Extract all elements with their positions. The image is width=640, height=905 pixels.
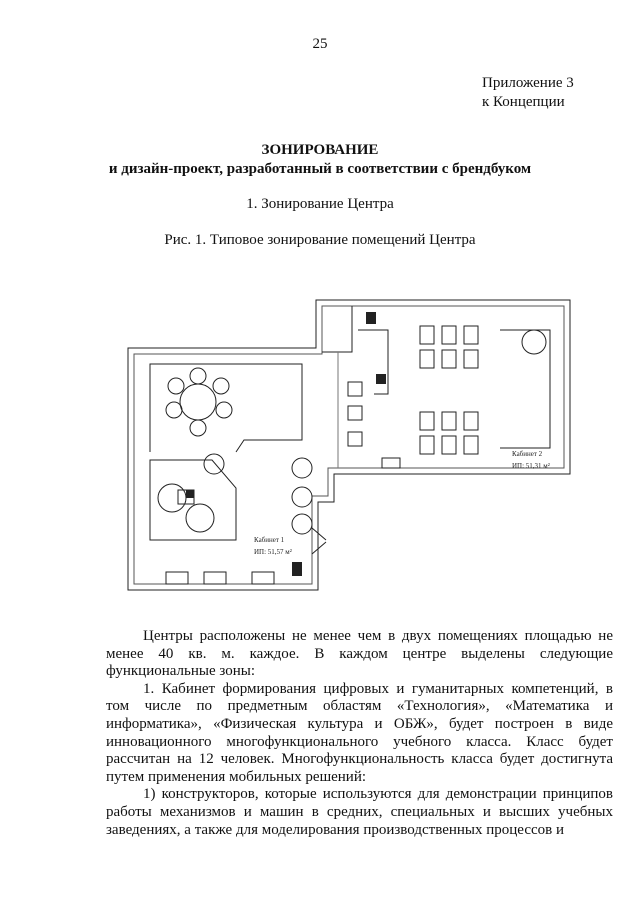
- body-text: [106, 628, 613, 839]
- room2-area: ИП: 51,31 м²: [512, 462, 550, 470]
- paragraph: Центры расположены не менее чем в двух помещениях площадью не менее 40 кв. м. каждое. В каждом центре выделены следующие функциональные зоны:: [106, 628, 613, 680]
- room2-label: Кабинет 2: [512, 450, 543, 458]
- floor-plan: [126, 292, 586, 612]
- round-table: [180, 384, 216, 420]
- paragraph: 1) конструкторов, которые используются для демонстрации принципов работы механизмов и машин в средних, специальных и высших учебных заведениях, а также для моделирования производственных процессов и: [106, 786, 613, 838]
- title-line-2: и дизайн-проект, разработанный в соответствии с брендбуком: [108, 161, 532, 177]
- outer-wall: [128, 300, 570, 590]
- appendix-line-2: к Концепции: [482, 94, 565, 110]
- section-heading: 1. Зонирование Центра: [246, 196, 394, 212]
- sofa: [150, 460, 236, 540]
- pouf: [158, 484, 186, 512]
- appendix-line-1: Приложение 3: [482, 75, 574, 91]
- document-title: [0, 141, 640, 179]
- page-number: 25: [312, 36, 328, 52]
- door: [312, 528, 326, 554]
- title-line-1: ЗОНИРОВАНИЕ: [261, 142, 379, 158]
- room1-label: Кабинет 1: [254, 536, 285, 544]
- appendix-label: [482, 74, 574, 112]
- partition: [322, 306, 352, 352]
- room1-area: ИП: 51,57 м²: [254, 548, 292, 556]
- student-desks: [420, 326, 478, 454]
- partition: [150, 364, 302, 452]
- figure-caption: Рис. 1. Типовое зонирование помещений Центра: [164, 232, 476, 248]
- paragraph: 1. Кабинет формирования цифровых и гуманитарных компетенций, в том числе по предметным областям «Технология», «Математика и информатика», «Физическая культура и ОБЖ», будет построен в виде инновационного многофункционального учебного класса. Класс будет рассчитан на 12 человек. Многофункциональность класса будет достигнута путем применения мобильных решений:: [106, 680, 613, 785]
- desk-cluster: [500, 330, 550, 448]
